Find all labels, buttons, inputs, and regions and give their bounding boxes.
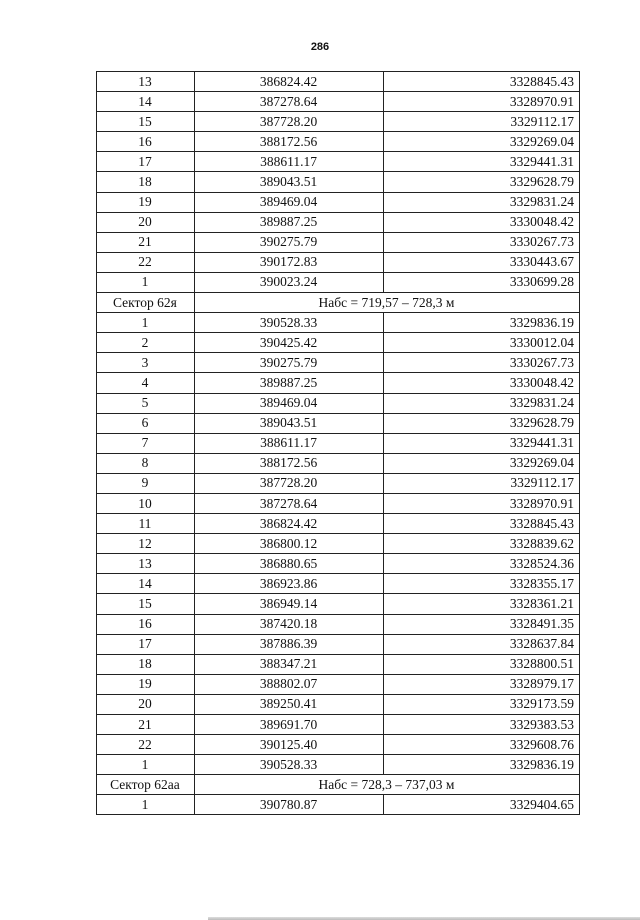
sector-name: Сектор 62аа: [97, 775, 195, 795]
coordinate-x: 390172.83: [194, 252, 383, 272]
table-row: [97, 72, 580, 92]
point-number: 16: [97, 132, 195, 152]
point-number: 22: [97, 735, 195, 755]
table-row: [97, 534, 580, 554]
coordinate-y: 3330012.04: [384, 333, 580, 353]
coordinate-x: 389043.51: [194, 172, 383, 192]
coordinate-x: 387278.64: [194, 493, 383, 513]
sector-header-row: [97, 293, 580, 313]
coordinate-y: 3328845.43: [384, 72, 580, 92]
coordinate-y: 3329383.53: [384, 715, 580, 735]
coordinate-x: 388611.17: [194, 152, 383, 172]
coordinate-x: 390780.87: [194, 795, 383, 815]
coordinate-x: 388802.07: [194, 674, 383, 694]
sector-name: Сектор 62я: [97, 293, 195, 313]
table-row: [97, 514, 580, 534]
point-number: 1: [97, 795, 195, 815]
coordinate-y: 3328361.21: [384, 594, 580, 614]
table-row: [97, 413, 580, 433]
coordinate-y: 3328970.91: [384, 92, 580, 112]
coordinate-y: 3328800.51: [384, 654, 580, 674]
coordinate-x: 388347.21: [194, 654, 383, 674]
table-row: [97, 574, 580, 594]
table-row: [97, 373, 580, 393]
table-row: [97, 272, 580, 292]
point-number: 12: [97, 534, 195, 554]
coordinate-x: 390275.79: [194, 232, 383, 252]
coordinate-x: 390023.24: [194, 272, 383, 292]
table-row: [97, 473, 580, 493]
coordinate-x: 389250.41: [194, 694, 383, 714]
point-number: 20: [97, 694, 195, 714]
table-row: [97, 433, 580, 453]
point-number: 1: [97, 755, 195, 775]
table-row: [97, 252, 580, 272]
table-row: [97, 232, 580, 252]
table-row: [97, 493, 580, 513]
coordinate-x: 389887.25: [194, 212, 383, 232]
point-number: 2: [97, 333, 195, 353]
coordinate-y: 3329608.76: [384, 735, 580, 755]
coordinate-x: 389043.51: [194, 413, 383, 433]
table-row: [97, 92, 580, 112]
point-number: 9: [97, 473, 195, 493]
coordinate-y: 3329269.04: [384, 453, 580, 473]
coordinate-x: 389469.04: [194, 192, 383, 212]
table-row: [97, 795, 580, 815]
coordinate-x: 387886.39: [194, 634, 383, 654]
coordinate-y: 3329628.79: [384, 172, 580, 192]
point-number: 17: [97, 634, 195, 654]
coordinate-y: 3328845.43: [384, 514, 580, 534]
point-number: 7: [97, 433, 195, 453]
point-number: 20: [97, 212, 195, 232]
sector-elevation-range: Набс = 728,3 – 737,03 м: [194, 775, 579, 795]
point-number: 5: [97, 393, 195, 413]
table-row: [97, 313, 580, 333]
coordinate-y: 3329112.17: [384, 112, 580, 132]
coordinate-x: 387278.64: [194, 92, 383, 112]
coordinates-table-body: [97, 72, 580, 815]
coordinate-y: 3329441.31: [384, 433, 580, 453]
point-number: 22: [97, 252, 195, 272]
table-row: [97, 674, 580, 694]
coordinate-y: 3328839.62: [384, 534, 580, 554]
coordinate-y: 3329836.19: [384, 755, 580, 775]
point-number: 13: [97, 72, 195, 92]
coordinate-x: 386923.86: [194, 574, 383, 594]
coordinate-y: 3330267.73: [384, 232, 580, 252]
coordinate-x: 388611.17: [194, 433, 383, 453]
table-row: [97, 453, 580, 473]
point-number: 11: [97, 514, 195, 534]
coordinate-y: 3329836.19: [384, 313, 580, 333]
coordinate-x: 387420.18: [194, 614, 383, 634]
coordinate-y: 3328524.36: [384, 554, 580, 574]
coordinate-x: 389469.04: [194, 393, 383, 413]
point-number: 14: [97, 574, 195, 594]
coordinate-y: 3329112.17: [384, 473, 580, 493]
coordinate-x: 386824.42: [194, 514, 383, 534]
sector-header-row: [97, 775, 580, 795]
coordinate-x: 390528.33: [194, 755, 383, 775]
coordinate-x: 389887.25: [194, 373, 383, 393]
coordinate-y: 3328979.17: [384, 674, 580, 694]
table-row: [97, 212, 580, 232]
point-number: 19: [97, 192, 195, 212]
coordinate-y: 3330443.67: [384, 252, 580, 272]
table-row: [97, 132, 580, 152]
point-number: 6: [97, 413, 195, 433]
coordinate-x: 386800.12: [194, 534, 383, 554]
point-number: 1: [97, 272, 195, 292]
table-row: [97, 554, 580, 574]
coordinate-x: 390528.33: [194, 313, 383, 333]
point-number: 16: [97, 614, 195, 634]
point-number: 13: [97, 554, 195, 574]
coordinate-y: 3329441.31: [384, 152, 580, 172]
table-row: [97, 393, 580, 413]
table-row: [97, 172, 580, 192]
coordinates-table: [96, 71, 580, 815]
coordinate-x: 386824.42: [194, 72, 383, 92]
table-row: [97, 614, 580, 634]
coordinate-y: 3329831.24: [384, 192, 580, 212]
point-number: 3: [97, 353, 195, 373]
coordinate-x: 390275.79: [194, 353, 383, 373]
point-number: 19: [97, 674, 195, 694]
sector-elevation-range: Набс = 719,57 – 728,3 м: [194, 293, 579, 313]
point-number: 21: [97, 715, 195, 735]
coordinate-x: 386880.65: [194, 554, 383, 574]
table-row: [97, 152, 580, 172]
coordinate-x: 387728.20: [194, 473, 383, 493]
coordinate-x: 390125.40: [194, 735, 383, 755]
table-row: [97, 192, 580, 212]
point-number: 1: [97, 313, 195, 333]
table-row: [97, 112, 580, 132]
coordinate-y: 3329173.59: [384, 694, 580, 714]
coordinate-y: 3329628.79: [384, 413, 580, 433]
coordinate-y: 3329404.65: [384, 795, 580, 815]
coordinate-y: 3330267.73: [384, 353, 580, 373]
point-number: 14: [97, 92, 195, 112]
point-number: 18: [97, 172, 195, 192]
point-number: 10: [97, 493, 195, 513]
point-number: 17: [97, 152, 195, 172]
table-row: [97, 353, 580, 373]
table-row: [97, 694, 580, 714]
coordinate-y: 3328355.17: [384, 574, 580, 594]
coordinate-y: 3328970.91: [384, 493, 580, 513]
table-row: [97, 755, 580, 775]
coordinate-y: 3329269.04: [384, 132, 580, 152]
coordinate-x: 390425.42: [194, 333, 383, 353]
table-row: [97, 333, 580, 353]
point-number: 8: [97, 453, 195, 473]
coordinate-x: 387728.20: [194, 112, 383, 132]
coordinate-y: 3328491.35: [384, 614, 580, 634]
coordinate-y: 3328637.84: [384, 634, 580, 654]
point-number: 21: [97, 232, 195, 252]
table-row: [97, 715, 580, 735]
point-number: 15: [97, 112, 195, 132]
coordinate-y: 3329831.24: [384, 393, 580, 413]
coordinate-x: 386949.14: [194, 594, 383, 614]
coordinate-y: 3330048.42: [384, 373, 580, 393]
coordinate-y: 3330048.42: [384, 212, 580, 232]
table-row: [97, 594, 580, 614]
coordinate-x: 388172.56: [194, 453, 383, 473]
table-row: [97, 654, 580, 674]
point-number: 18: [97, 654, 195, 674]
point-number: 15: [97, 594, 195, 614]
coordinate-x: 388172.56: [194, 132, 383, 152]
coordinate-y: 3330699.28: [384, 272, 580, 292]
table-row: [97, 735, 580, 755]
table-row: [97, 634, 580, 654]
point-number: 4: [97, 373, 195, 393]
page-number: 286: [310, 41, 330, 53]
coordinate-x: 389691.70: [194, 715, 383, 735]
